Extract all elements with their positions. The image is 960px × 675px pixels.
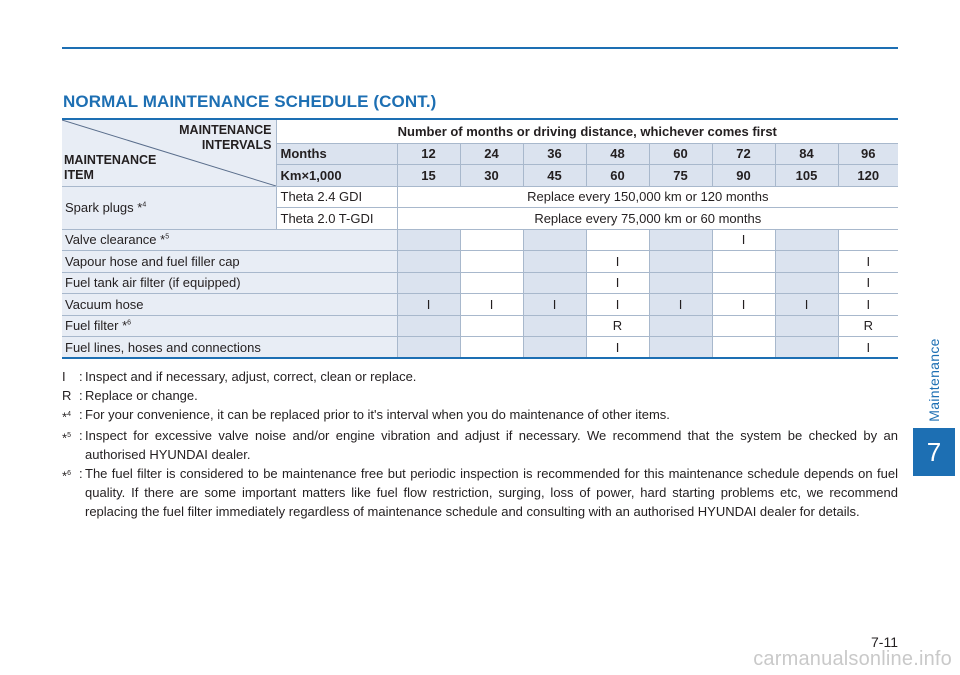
schedule-cell <box>586 229 649 251</box>
table-row <box>62 229 898 251</box>
schedule-cell <box>649 251 712 273</box>
table-row <box>62 337 898 359</box>
km-value: 60 <box>586 165 649 187</box>
spark-plugs-label <box>62 186 276 229</box>
spark-plugs-label-text: Spark plugs * <box>65 200 143 215</box>
watermark: carmanualsonline.info <box>753 648 952 670</box>
note-key-symbol: * <box>62 430 68 446</box>
corner-item-line-2: ITEM <box>64 167 94 182</box>
section-side-label <box>913 330 955 430</box>
schedule-cell: I <box>838 337 898 359</box>
maintenance-schedule-table <box>62 118 898 359</box>
schedule-cell: I <box>712 294 775 316</box>
schedule-cell <box>649 337 712 359</box>
schedule-cell <box>523 229 586 251</box>
legend-note <box>62 367 898 386</box>
note-key <box>62 386 79 405</box>
schedule-cell <box>397 272 460 294</box>
item-label <box>62 251 397 273</box>
note-colon: : <box>79 388 83 403</box>
table-row <box>62 294 898 316</box>
note-colon: : <box>79 466 83 482</box>
note-key-symbol: R <box>62 388 72 403</box>
months-value: 24 <box>460 143 523 165</box>
note-key-symbol: I <box>62 369 66 384</box>
schedule-cell: I <box>838 294 898 316</box>
schedule-cell <box>712 272 775 294</box>
item-label <box>62 272 397 294</box>
schedule-cell <box>775 229 838 251</box>
schedule-cell: I <box>586 272 649 294</box>
months-value: 36 <box>523 143 586 165</box>
months-value: 84 <box>775 143 838 165</box>
corner-intervals-line-1: MAINTENANCE <box>179 123 272 137</box>
months-value: 48 <box>586 143 649 165</box>
schedule-cell <box>523 251 586 273</box>
note-key-symbol: * <box>62 468 68 484</box>
item-footnote-mark: 6 <box>127 319 132 327</box>
note-text: Inspect and if necessary, adjust, correct, clean or replace. <box>85 369 417 384</box>
km-value: 30 <box>460 165 523 187</box>
schedule-cell: I <box>523 294 586 316</box>
corner-item-label <box>64 153 156 183</box>
schedule-cell <box>460 229 523 251</box>
corner-intervals-line-2: INTERVALS <box>201 138 272 152</box>
schedule-cell <box>775 272 838 294</box>
schedule-cell <box>397 229 460 251</box>
chapter-tab[interactable]: 7 <box>913 428 955 476</box>
legend-note <box>62 386 898 405</box>
schedule-cell <box>712 315 775 337</box>
note-text: For your convenience, it can be replaced prior to it's interval when you do maintenance of other items. <box>85 407 670 422</box>
km-value: 90 <box>712 165 775 187</box>
schedule-cell <box>460 315 523 337</box>
months-value: 96 <box>838 143 898 165</box>
spark-plugs-footnote-mark: 4 <box>142 201 147 209</box>
schedule-cell: R <box>586 315 649 337</box>
table-row <box>62 272 898 294</box>
note-key <box>62 405 79 426</box>
legend-note <box>62 464 898 521</box>
header-row-title <box>62 119 898 143</box>
note-key <box>62 426 79 464</box>
schedule-cell <box>649 229 712 251</box>
schedule-cell <box>775 251 838 273</box>
item-label-text: Fuel tank air filter (if equipped) <box>65 275 241 291</box>
schedule-cell <box>775 315 838 337</box>
note-key <box>62 367 79 386</box>
spark-plugs-interval: Replace every 150,000 km or 120 months <box>397 186 898 208</box>
item-label <box>62 337 397 359</box>
note-key-symbol: * <box>62 409 68 425</box>
schedule-cell <box>712 337 775 359</box>
note-text: Replace or change. <box>85 388 198 403</box>
km-value: 105 <box>775 165 838 187</box>
months-value: 60 <box>649 143 712 165</box>
schedule-cell: R <box>838 315 898 337</box>
page-title: NORMAL MAINTENANCE SCHEDULE (CONT.) <box>63 92 437 111</box>
item-label-text: Fuel lines, hoses and connections <box>65 339 261 355</box>
top-rule <box>62 47 898 49</box>
note-key <box>62 464 79 521</box>
item-label <box>62 294 397 316</box>
legend-note <box>62 405 898 426</box>
schedule-cell: I <box>586 337 649 359</box>
km-label: Km×1,000 <box>276 165 397 187</box>
engine-label: Theta 2.4 GDI <box>276 186 397 208</box>
schedule-cell: I <box>775 294 838 316</box>
schedule-cell: I <box>712 229 775 251</box>
note-colon: : <box>79 428 83 444</box>
schedule-cell <box>523 272 586 294</box>
schedule-cell <box>523 337 586 359</box>
schedule-cell: I <box>649 294 712 316</box>
schedule-cell <box>712 251 775 273</box>
schedule-cell <box>397 251 460 273</box>
engine-label: Theta 2.0 T-GDI <box>276 208 397 230</box>
corner-intervals-label <box>179 123 271 153</box>
item-label <box>62 229 397 251</box>
section-label-text: Maintenance <box>926 338 942 422</box>
schedule-cell: I <box>586 294 649 316</box>
schedule-cell <box>838 229 898 251</box>
note-text: Inspect for excessive valve noise and/or engine vibration and adjust if necessary. We recommend that the system be checked by an authorised HYUNDAI dealer. <box>85 428 898 463</box>
item-footnote-mark: 5 <box>165 233 170 241</box>
note-key-footnote: 5 <box>67 432 71 440</box>
corner-header-cell <box>62 119 276 186</box>
note-colon: : <box>79 407 83 422</box>
schedule-cell: I <box>586 251 649 273</box>
schedule-cell <box>397 315 460 337</box>
schedule-cell: I <box>838 251 898 273</box>
corner-item-line-1: MAINTENANCE <box>64 152 157 167</box>
schedule-cell <box>397 337 460 359</box>
table-row <box>62 251 898 273</box>
item-label-text: Fuel filter * <box>65 318 128 334</box>
item-label <box>62 315 397 337</box>
months-value: 72 <box>712 143 775 165</box>
schedule-cell <box>460 272 523 294</box>
legend-note <box>62 426 898 464</box>
spark-plugs-interval: Replace every 75,000 km or 60 months <box>397 208 898 230</box>
note-key-footnote: 4 <box>67 411 71 418</box>
schedule-cell <box>649 315 712 337</box>
schedule-cell: I <box>838 272 898 294</box>
schedule-cell: I <box>460 294 523 316</box>
note-colon: : <box>79 369 83 384</box>
interval-header: Number of months or driving distance, whichever comes first <box>276 119 898 143</box>
item-label-text: Valve clearance * <box>65 232 166 248</box>
km-value: 15 <box>397 165 460 187</box>
schedule-cell <box>775 337 838 359</box>
km-value: 75 <box>649 165 712 187</box>
months-value: 12 <box>397 143 460 165</box>
spark-plugs-row-1 <box>62 186 898 208</box>
schedule-cell <box>649 272 712 294</box>
schedule-cell <box>460 251 523 273</box>
km-value: 45 <box>523 165 586 187</box>
table-row <box>62 315 898 337</box>
legend-notes <box>62 367 898 521</box>
schedule-cell: I <box>397 294 460 316</box>
months-label: Months <box>276 143 397 165</box>
schedule-cell <box>460 337 523 359</box>
note-text: The fuel filter is considered to be maintenance free but periodic inspection is recommended for this maintenance schedule depends on fuel quality. If there are some important matters like fuel flow restriction, surging, loss of power, hard starting problems etc, we recommend replacing the fuel filter immediately regardless of maintenance schedule and consulting with an authorised HYUNDAI dealer for details. <box>85 466 898 520</box>
item-label-text: Vacuum hose <box>65 296 144 312</box>
km-value: 120 <box>838 165 898 187</box>
note-key-footnote: 6 <box>67 470 71 478</box>
item-label-text: Vapour hose and fuel filler cap <box>65 253 240 269</box>
page-number: 7-11 <box>871 634 898 650</box>
schedule-cell <box>523 315 586 337</box>
